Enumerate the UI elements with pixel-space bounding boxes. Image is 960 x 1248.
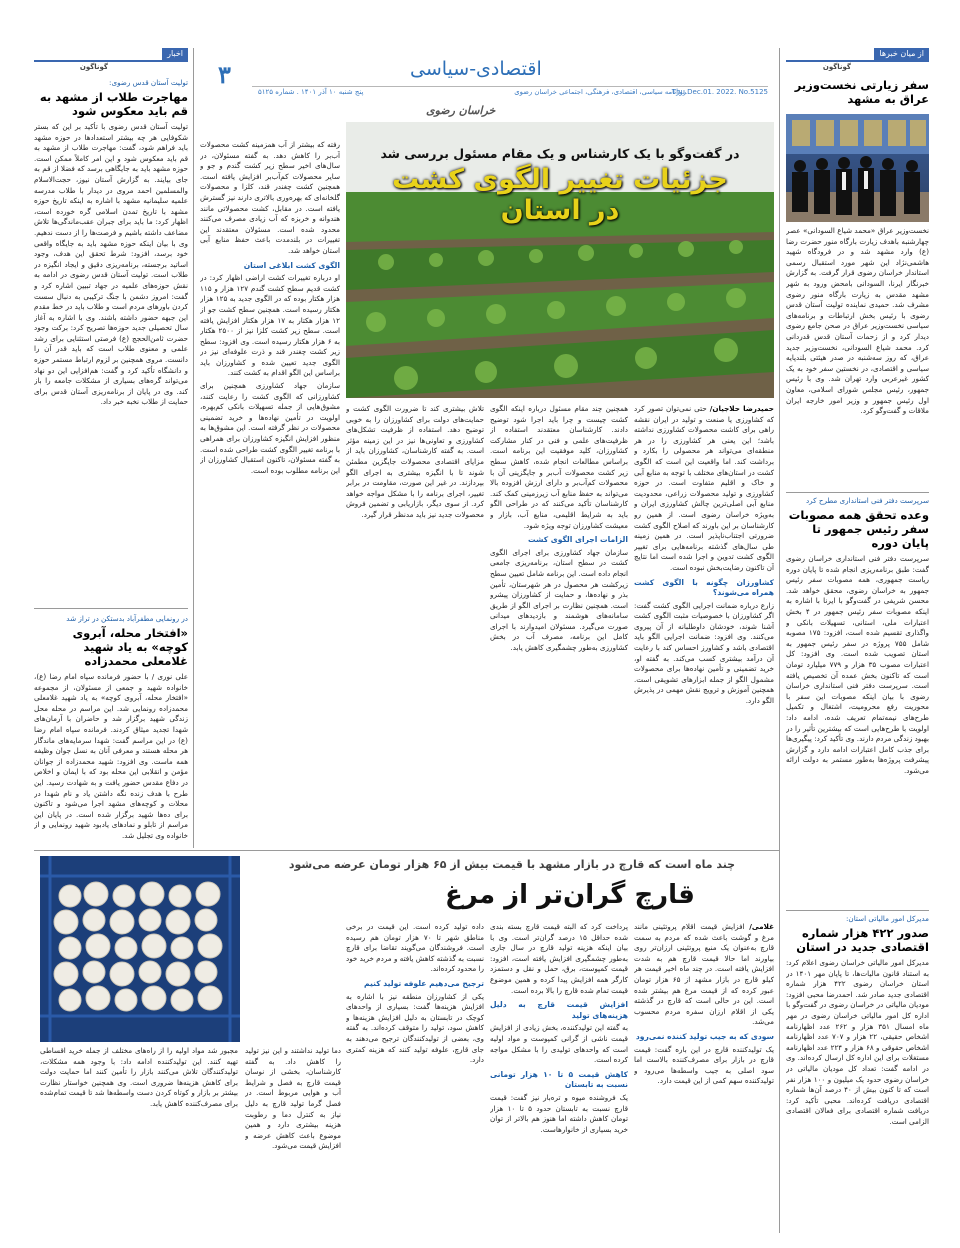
page-number: ۳: [218, 60, 231, 89]
left-column: [34, 48, 188, 848]
mushroom-crate-photo: [40, 856, 240, 1042]
main-col2-subhead: الزامات اجرای الگوی کشت: [527, 535, 628, 545]
right-story1-headline: سفر زیارتی نخست‌وزیر عراق به مشهد: [794, 78, 929, 106]
mushroom-col4: [245, 1046, 341, 1232]
mushroom-byline: غلامی/: [749, 922, 774, 931]
main-col4-text2: او درباره تغییرات کشت اراضی اظهار کرد: در کشت قدیم سطح کشت گندم ۱۲۷ هزار و ۱۱۵ هزار هکتار بوده که در الگوی جدید به ۱۲۵ هزار هکتار رسیده است. همچنین سطح کشت جو از ۱۲ هزار هکتار به ۱۷ هزار هکتار افزایش یافته است. سطح زیر کشت کلزا نیز از ۲۵۰۰ هکتار به ۶ هزار هکتار رسیده است. وی افزود: سطح زیر کشت چغندر قند و ذرت علوفه‌ای نیز در الگوی جدید تعیین شده و کشاورزان باید براساس این الگو اقدام به کشت کنند.: [200, 273, 340, 378]
mushroom-col5: [40, 1046, 238, 1232]
main-col4: [200, 140, 340, 840]
mushroom-col2-text3: یک فروشنده میوه و تره‌بار نیز گفت: قیمت قارچ نسبت به تابستان حدود ۵ تا ۱۰ هزار تومان کاهش داشته اما هنوز هم بالاتر از توان خرید بسیاری از خانوارهاست.: [490, 1092, 628, 1134]
main-col1: [634, 404, 774, 844]
main-col1-text2: زارع درباره ضمانت اجرایی الگوی کشت گفت: اگر کشاورزان با خصوصیات مثبت الگوی کشت آشنا شوند، خودشان داوطلبانه از آن پیروی می‌کنند. وی افزود: ضمانت اجرایی الگو باید اقتصادی باشد و کشاورز احساس کند با رعایت آن درآمد بیشتری کسب می‌کند. به گفته او، خرید تضمینی و تأمین نهاده‌ها برای محصولات مشمول الگو از جمله ابزارهای تشویقی است. همچنین آموزش و ترویج نقش مهمی در پذیرش الگو دارد.: [634, 600, 774, 706]
mushroom-kicker: چند ماه است که قارچ در بازار مشهد با قیمت بیش از ۶۵ هزار تومان عرضه می‌شود: [288, 858, 736, 871]
iraq-pm-photo: [786, 114, 929, 222]
left-story2-kicker: در رونمایی مطفرآباد بدستکن در تراز شد: [66, 614, 188, 623]
main-col1-text: حتی نمی‌توان تصور کرد که کشاورزی یا صنعت و تولید در ایران نقشه راهی برای کاشت محصولات کشاورزی نداشته باشد؛ این یعنی هر کشاورزی را در هر منطقه‌ای می‌تواند هر محصولی را بکارد و برداشت کند. اما واقعیت این است که الگوی کشت در استان‌های مختلف با توجه به منابع آبی و خاک و اقلیم متفاوت است. در حوزه کشاورزی و تولید محصولات زراعی، محدودیت منابع آبی اصلی‌ترین چالش کشاورزی ایران و به‌ویژه خراسان رضوی است. از همین رو کارشناسان بر این باورند که اصلاح الگوی کشت ضرورتی اجتناب‌ناپذیر است. در همین زمینه طی سال‌های گذشته برنامه‌هایی برای تغییر الگوی کشت تدوین و اجرا شده است اما نتایج آن تاکنون رضایت‌بخش نبوده است.: [634, 404, 774, 572]
right-story2-kicker: سرپرست دفتر فنی استانداری مطرح کرد: [805, 496, 929, 505]
main-col4-text: رفته که بیشتر از آب همزمینه کشت محصولات آب‌بر را کاهش دهد. به گفته مسئولان، در سال‌های اخیر سطح زیر کشت گندم و جو و سایر محصولات کم‌آب‌بر افزایش یافته است. همچنین کشت چغندر قند، کلزا و محصولات گلخانه‌ای که بهره‌وری بالاتری دارند نیز گسترش یافته است. در مقابل، کشت محصولاتی مانند هندوانه و خربزه که آب زیادی مصرف می‌کنند محدود شده است. مسئولان معتقدند این تغییرات در بلندمدت باعث حفظ منابع آبی استان خواهد شد.: [200, 140, 340, 255]
main-col2: [490, 404, 628, 844]
main-col4-subhead: الگوی کشت ابلاغی استان: [243, 260, 340, 270]
right-label: گوناگون: [822, 63, 851, 71]
newspaper-logo: خراسان رضوی: [426, 104, 496, 117]
mushroom-col3-subhead: ترجیح می‌دهیم علوفه تولید کنیم: [364, 978, 484, 988]
right-story3-body: مدیرکل امور مالیاتی خراسان رضوی اعلام کرد: به استناد قانون مالیات‌ها، تا پایان مهر ۱۴۰۱ در استان خراسان رضوی ۴۲۲ هزار شماره اقتصادی جدید صادر شد. احمدرضا محبی افزود: مودیان مالیاتی در خراسان رضوی در گفت‌وگو با اداره کل امور مالیاتی خراسان رضوی در مهر ماه امسال ۳۵۱ هزار و ۲۶۲ عدد اظهارنامه اشخاص حقیقی، ۲۲ هزار و ۷۰۷ عدد اظهارنامه اشخاص حقوقی و ۶۸ هزار و ۲۲۴ عدد اظهارنامه مستغلات برای این اداره کل ارسال کرده‌اند. وی در ادامه گفت: تعداد کل مودیان مالیاتی در خراسان رضوی حدود یک میلیون و ۱۰۰ هزار نفر است که تا کنون بیش از ۴۰ درصد آن‌ها شماره اقتصادی دریافت کرده‌اند. محبی تأکید کرد: دریافت شماره اقتصادی برای فعالان اقتصادی الزامی است.: [786, 958, 929, 1126]
section-title: اقتصادی-سیاسی: [410, 58, 542, 80]
right-story3-kicker: مدیرکل امور مالیاتی استان:: [846, 914, 929, 923]
right-tab: از میان خبرها: [874, 48, 929, 60]
mushroom-col3-text: داده تولید کرده است. این قیمت در برخی مناطق شهر تا ۷۰ هزار تومان هم رسیده است. فروشندگان می‌گویند تقاضا برای قارچ نسبت به گذشته کاهش یافته و مردم خرید خود را محدود کرده‌اند.: [346, 922, 484, 974]
main-col4-text3: سازمان جهاد کشاورزی همچنین برای کشاورزانی که الگوی کشت را رعایت کنند، مشوق‌هایی از جمله تسهیلات بانکی کم‌بهره، اولویت در تأمین نهاده‌ها و خرید تضمینی محصولات در نظر گرفته است. این مشوق‌ها به منظور افزایش انگیزه کشاورزان برای همراهی با برنامه تغییر الگوی کشت طراحی شده است. به گفته مسئولان، تاکنون استقبال کشاورزان از این برنامه مطلوب بوده است.: [200, 381, 340, 475]
mushroom-col1: [634, 922, 774, 1232]
mushroom-col1-text: افزایش قیمت اقلام پروتئینی مانند مرغ و گوشت باعث شده که مردم به سمت قارچ به‌عنوان یک منبع پروتئینی ارزان‌تر روی بیاورند اما حالا قیمت قارچ هم به شدت افزایش یافته است. در چند ماه اخیر قیمت هر کیلو قارچ در بازار مشهد از ۶۵ هزار تومان عبور کرده که از قیمت مرغ هم بیشتر شده است. این در حالی است که قارچ در گذشته یکی از اقلام ارزان سفره مردم محسوب می‌شد.: [634, 922, 774, 1027]
main-col3-text: تلاش بیشتری کند تا ضرورت الگوی کشت و حمایت‌های دولت برای کشاورزان را به خوبی توضیح دهد. استفاده از ظرفیت تشکل‌های کشاورزی و تعاونی‌ها نیز در این زمینه مؤثر است. به گفته کارشناسان، کشاورزان باید از مزایای اقتصادی محصولات جایگزین مطمئن شوند تا با انگیزه بیشتری به اجرای الگو بپردازند. در غیر این صورت، مقاومت در برابر تغییر، اجرای برنامه را با مشکل مواجه خواهد کرد. از سوی دیگر، بازاریابی و تضمین فروش محصولات جدید نیز باید مدنظر قرار گیرد.: [346, 404, 484, 519]
right-column: [786, 48, 929, 1233]
right-story3-headline: صدور ۴۲۲ هزار شماره اقتصادی جدید در استان: [796, 926, 929, 954]
main-col2-text: همچنین چند مقام مسئول درباره اینکه الگوی کشت چیست و چرا باید اجرا شود توضیح دادند. کارشناسان معتقدند استفاده از ظرفیت‌های علمی و فنی در کنار مشارکت کشاورزان، کلید موفقیت این برنامه است. براساس مطالعات انجام شده، کاهش سطح زیر کشت محصولات آب‌بر و جایگزینی آن با محصولات کم‌آب‌بر و دارای ارزش افزوده بالا می‌تواند به حفظ منابع آب زیرزمینی کمک کند. کارشناسان تأکید می‌کنند که در طراحی الگو باید به شرایط اقلیمی، منابع آب، بازار و معیشت کشاورزان توجه ویژه شود.: [490, 404, 628, 530]
mushroom-col3: [346, 922, 484, 1232]
mushroom-col4-text: دما تولید نداشتند و این نیز تولید را کاهش داد. به گفته کارشناسان، بخشی از نوسان قیمت قارچ به فصل و شرایط آب و هوایی مربوط است. در فصل گرما تولید قارچ به دلیل نیاز به کنترل دما و رطوبت هزینه بیشتری دارد و همین موضوع باعث کاهش عرضه و افزایش قیمت می‌شود.: [245, 1046, 341, 1151]
main-col3: [346, 404, 484, 844]
mushroom-headline: قارچ گران‌تر از مرغ: [445, 880, 695, 910]
main-col1-subhead: کشاورزان چگونه با الگوی کشت همراه می‌شوند؟: [634, 577, 774, 598]
right-story2-body: سرپرست دفتر فنی استانداری خراسان رضوی گفت: طبق برنامه‌ریزی انجام شده تا پایان دوره ریاست جمهوری، همه مصوبات سفر رئیس جمهور به خراسان رضوی، محقق خواهد شد. محسن شریفی در گفت‌وگو با ایرنا با اشاره به اینکه مصوبات سفر رئیس جمهور در ۴ بخش اعتبارات ملی، استانی، تسهیلات بانکی و واگذاری تقسیم شده است، افزود: ۱۷۵ مصوبه شامل ۷۵۵ پروژه در سفر رئیس جمهور به استان تصویب شده است. وی افزود: کل اعتبارات مصوب ۳۵ هزار و ۷۷۹ میلیارد تومان است که تاکنون بخش عمده آن تخصیص یافته است. سرپرست دفتر فنی استانداری خراسان رضوی با بیان اینکه مصوبات این سفر با محوریت رفع محرومیت، اشتغال و تکمیل طرح‌های نیمه‌تمام تعریف شده، ادامه داد: اولویت با طرح‌هایی است که بیشترین تأثیر را در بهبود زندگی مردم دارند. وی تأکید کرد: پیگیری‌ها برای جذب کامل اعتبارات ادامه دارد و گزارش پیشرفت پروژه‌ها به‌طور مستمر به دولت ارائه می‌شود.: [786, 554, 929, 775]
page-header: [200, 48, 768, 98]
left-story1-headline: مهاجرت طلاب از مشهد به قم باید معکوس شود: [39, 90, 188, 118]
mushroom-col1-text2: یک تولیدکننده قارچ در این باره گفت: قیمت قارچ در بازار برای مصرف‌کننده بالاست اما سود اصلی به جیب واسطه‌ها می‌رود و تولیدکننده سهم کمی از این قیمت دارد.: [634, 1044, 774, 1086]
right-story2-headline: وعده تحقق همه مصوبات سفر رئیس جمهور تا پایان دوره: [788, 508, 929, 550]
date-fa: پنج شنبه ۱۰ آذر ۱۴۰۱ . شماره ۵۱۲۵: [258, 88, 364, 96]
mushroom-col2: [490, 922, 628, 1232]
mushroom-col2-subhead2: کاهش قیمت ۵ تا ۱۰ هزار تومانی نسبت به تابستان: [490, 1069, 628, 1090]
left-story2-body: علی نوری / با حضور فرمانده سپاه امام رضا (ع)، خانواده شهید و جمعی از مسئولان، از مجموعه «افتخار محله، آبروی کوچه» به یاد شهید غلامعلی محمدزاده رونمایی شد. این مراسم در محله محل زندگی شهید برگزار شد و حاضران با آرمان‌های شهدا تجدید میثاق کردند. فرمانده سپاه امام رضا (ع) در این مراسم گفت: شهدا سرمایه‌های ماندگار هر محله هستند و معرفی آنان به نسل جوان وظیفه همه ماست. وی افزود: شهید محمدزاده از جوانان مؤمن و انقلابی این محله بود که با ایمان و اخلاص در دفاع مقدس حضور یافت و به شهادت رسید. این طرح با هدف زنده نگه داشتن یاد و نام شهدا در محلات و کوچه‌های مشهد اجرا می‌شود و تاکنون برای ده‌ها شهید برگزار شده است. در پایان این مراسم از تابلو و نمادهای یادبود شهید رونمایی و از خانواده وی تجلیل شد.: [34, 672, 188, 840]
main-col2-text2: سازمان جهاد کشاورزی برای اجرای الگوی کشت در سطح استان، برنامه‌ریزی جامعی انجام داده است. این برنامه شامل تعیین سطح زیرکشت هر محصول در هر شهرستان، تأمین بذر و نهاده‌ها، و حمایت از کشاورزان پیشرو است. همچنین نظارت بر اجرای الگو از طریق سامانه‌های هوشمند و بازدیدهای میدانی صورت می‌گیرد. مسئولان امیدوارند با اجرای کامل این برنامه، مصرف آب در بخش کشاورزی به‌طور چشمگیری کاهش یابد.: [490, 547, 628, 653]
mushroom-col5-text: مجبور شد مواد اولیه را از راه‌های مختلف از جمله خرید اقساطی تهیه کنند. این تولیدکننده ادامه داد: با وجود همه مشکلات، تولیدکنندگان تلاش می‌کنند بازار را تأمین کنند اما حمایت دولت برای کاهش هزینه‌ها ضروری است. وی همچنین خواستار نظارت بیشتر بر بازار و کوتاه کردن دست واسطه‌ها شد تا قیمت تمام‌شده برای مصرف‌کننده کاهش یابد.: [40, 1046, 238, 1108]
left-story2-headline: «افتخار محله، آبروی کوچه» به یاد شهید غلامعلی محمدزاده: [72, 626, 188, 668]
mushroom-col1-subhead: سودی که به جیب تولید کننده نمی‌رود: [635, 1031, 774, 1041]
date-en: Thu.Dec.01. 2022. No.5125: [671, 88, 768, 96]
right-story1-body: نخست‌وزیر عراق «محمد شیاع السودانی» عصر چهارشنبه باهدف زیارت بارگاه منور حضرت رضا (ع) وارد مشهد شد و در فرودگاه شهید هاشمی‌نژاد این شهر مورد استقبال رسمی استاندار خراسان رضوی قرار گرفت. به گزارش خبرنگار ایرنا، السودانی بامحض ورود به شهر مشهد مقدس به زیارت بارگاه منور رضوی مشرف شد. حمیدی نماینده تولیت آستان قدس رضوی با رئیس بخش ارتباطات و برنامه‌های سیاسی نخست‌وزیر عراق در صحن جامع رضوی دیدار کرد و از زحمات آستان قدس قدردانی کرد. محمد شیاع السودانی، نخست‌وزیر جدید عراق، که روز سه‌شنبه در صدر هیئتی بلندپایه سیاسی و اقتصادی، در نخستین سفر خود به یک کشور غیرعربی وارد تهران شد. وی با رئیس جمهور، رئیس مجلس شورای اسلامی، معاون اول رئیس جمهور و وزیر امور خارجه ایران ملاقات و گفت‌وگو کرد.: [786, 226, 929, 416]
left-story1-body: تولیت آستان قدس رضوی با تأکید بر این که بستر شکوفایی هر چه بیشتر استعدادها در حوزه مشهد باید فراهم شود، گفت: مهاجرت طلاب از مشهد به قم باید معکوس شود و این امر کاملاً ممکن است. حوزه مشهد باید به جایگاهی برسد که فضلا از قم به جای بیایند. به گزارش آستان نیوز، حجت‌الاسلام والمسلمین احمد مروی در دیدار با طلاب مدرسه علمیه سلیمانیه مشهد با اشاره به اینکه تاریخ حوزه مشهد با تاریخ تمدن اسلامی گره خورده است، اظهار کرد: ما باید برای جبران عقب‌ماندگی‌ها تلاش مضاعف داشته باشیم و فرصت‌ها را از دست ندهیم. وی با بیان اینکه حوزه مشهد باید به جایگاه واقعی خود برسد، افزود: شرط تحقق این هدف، وجود اساتید برجسته، برنامه‌ریزی دقیق و ایجاد انگیزه در طلاب است. تولیت آستان قدس رضوی در ادامه به نقش حوزه‌های علمیه در جهاد تبیین اشاره کرد و گفت: امروز دشمن با جنگ ترکیبی به دنبال سست کردن باورهای مردم است و طلاب باید در خط مقدم این جبهه حضور داشته باشند. وی با اشاره به آغاز سال تحصیلی جدید حوزه‌ها تصریح کرد: برکت وجود حضرت ثامن‌الحجج (ع) فرصتی استثنایی برای رشد علمی و معنوی طلاب است که باید قدر آن را دانست. مروی همچنین بر لزوم ارتباط مستمر حوزه و دانشگاه تأکید کرد و گفت: هم‌افزایی این دو نهاد می‌تواند گره‌های بسیاری از مشکلات جامعه را باز کند. وی در پایان از برنامه‌ریزی آستان قدس برای حمایت از طلاب نخبه خبر داد.: [34, 122, 188, 407]
section-tags: روزنامه سیاسی، اقتصادی، فرهنگی، اجتماعی خراسان رضوی: [514, 88, 686, 96]
mushroom-col2-text2: به گفته این تولیدکننده، بخش زیادی از افزایش قیمت ناشی از گرانی کمپوست و مواد اولیه است که واحدهای تولیدی را با مشکل مواجه کرده است.: [490, 1023, 628, 1065]
mushroom-col3-text2: یکی از کشاورزان منطقه نیز با اشاره به افزایش هزینه‌ها گفت: بسیاری از واحدهای کوچک در تابستان به دلیل افزایش هزینه‌ها و کاهش سود، تولید را متوقف کرده‌اند. به گفته وی، بعضی از تولیدکنندگان ترجیح می‌دهند به جای قارچ، علوفه تولید کنند که هزینه کمتری دارد.: [346, 991, 484, 1065]
mushroom-col2-subhead: افزایش قیمت قارچ به دلیل هزینه‌های تولید: [490, 1000, 628, 1020]
left-label: گوناگون: [79, 63, 108, 71]
left-story1-kicker: تولیت آستان قدس رضوی:: [109, 78, 188, 87]
left-tab: اخبار: [162, 48, 188, 60]
main-headline: جزئیات تغییر الگوی کشت در استان: [392, 164, 728, 226]
main-byline: حمیدرضا حلاجیان/: [709, 404, 774, 413]
main-kicker: در گفت‌وگو با یک کارشناس و یک مقام مسئول بررسی شد: [380, 146, 740, 161]
mushroom-col2-text: پرداخت کرد که البته قیمت قارچ بسته بندی شده حداقل ۱۵ درصد گران‌تر است. وی با بیان اینکه هزینه تولید قارچ در سال جاری به‌طور چشمگیری افزایش یافته است، افزود: قیمت کمپوست، برق، حمل و نقل و دستمزد کارگر همه افزایش پیدا کرده و همین موضوع قیمت تمام شده قارچ را بالا برده است.: [490, 922, 628, 995]
